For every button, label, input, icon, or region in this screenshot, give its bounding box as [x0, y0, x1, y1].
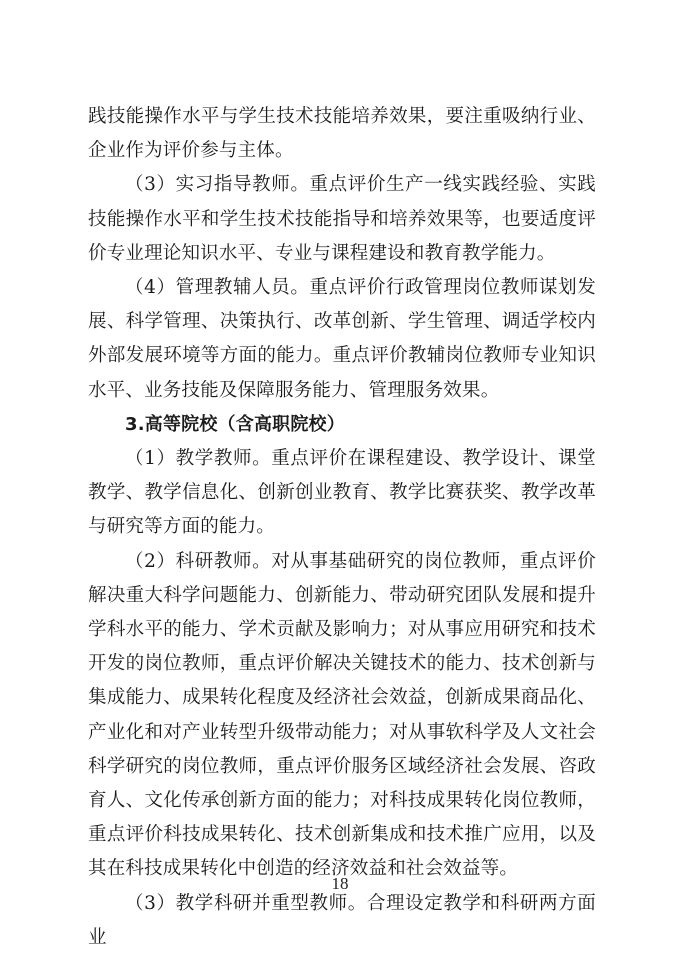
paragraph-teaching-research-teacher: （3）教学科研并重型教师。合理设定教学和科研两方面业 — [88, 892, 596, 948]
paragraph-teaching-teacher: （1）教学教师。重点评价在课程建设、教学设计、课堂教学、教学信息化、创新创业教育、教学比赛获奖、教学改革与研究等方面的能力。 — [88, 448, 596, 538]
paragraph-continuation: 践技能操作水平与学生技术技能培养效果，要注重吸纳行业、企业作为评价参与主体。 — [88, 106, 596, 162]
page-number: 18 — [331, 874, 349, 893]
section-heading-higher-education: 3.高等院校（含高职院校） — [125, 413, 345, 435]
paragraph-admin-staff: （4）管理教辅人员。重点评价行政管理岗位教师谋划发展、科学管理、决策执行、改革创新、学生管理、调适学校内外部发展环境等方面的能力。重点评价教辅岗位教师专业知识水平、业务技能及保障服务能力、管理服务效果。 — [88, 277, 596, 401]
document-body — [88, 100, 596, 955]
paragraph-internship-instructor: （3）实习指导教师。重点评价生产一线实践经验、实践技能操作水平和学生技术技能指导和培养效果等，也要适度评价专业理论知识水平、专业与课程建设和教育教学能力。 — [88, 174, 596, 264]
paragraph-research-teacher: （2）科研教师。对从事基础研究的岗位教师，重点评价解决重大科学问题能力、创新能力、带动研究团队发展和提升学科水平的能力、学术贡献及影响力；对从事应用研究和技术开发的岗位教师，重点评价解决关键技术的能力、技术创新与集成能力、成果转化程度及经济社会效益，创新成果商品化、产业化和对产业转型升级带动能力；对从事软科学及人文社会科学研究的岗位教师，重点评价服务区域经济社会发展、咨政育人、文化传承创新方面的能力；对科技成果转化岗位教师，重点评价科技成果转化、技术创新集成和技术推广应用，以及其在科技成果转化中创造的经济效益和社会效益等。 — [88, 550, 596, 880]
